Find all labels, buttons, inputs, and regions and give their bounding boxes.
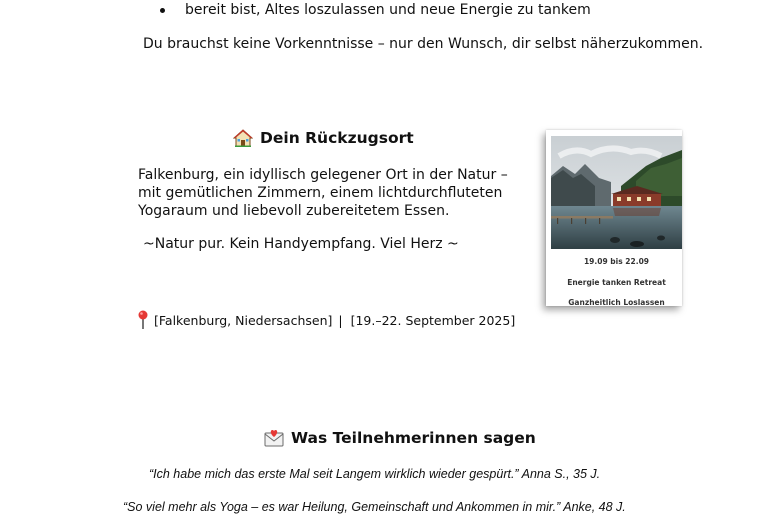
flyer-card: [546, 130, 682, 306]
retreat-description-line: Yogaraum und liebevoll zubereitetem Essen.: [138, 203, 450, 219]
testimonials-heading-text: Was Teilnehmerinnen sagen: [291, 429, 536, 447]
flyer-title: Energie tanken Retreat: [567, 278, 666, 287]
bullet-dot: [160, 8, 165, 13]
retreat-description-line: Falkenburg, ein idyllisch gelegener Ort in der Natur –: [138, 167, 508, 183]
house-icon: [233, 128, 253, 148]
flyer-date-range: 19.09 bis 22.09: [583, 257, 650, 266]
pin-icon: [137, 310, 149, 330]
testimonials-heading: [264, 428, 536, 448]
retreat-tagline: ~Natur pur. Kein Handyempfang. Viel Herz ~: [143, 236, 459, 252]
flyer-subtitle: Ganzheitlich Loslassen: [568, 298, 665, 307]
retreat-description-line: mit gemütlichen Zimmern, einem lichtdurchfluteten: [138, 185, 503, 201]
separator: |: [338, 312, 343, 328]
testimonial-quote: “So viel mehr als Yoga – es war Heilung, Gemeinschaft und Ankommen in mir.” Anke, 48 J.: [123, 500, 626, 514]
intro-paragraph: Du brauchst keine Vorkenntnisse – nur den Wunsch, dir selbst näherzukommen.: [143, 36, 704, 52]
retreat-heading: [233, 128, 414, 148]
retreat-heading-text: Dein Rückzugsort: [260, 129, 414, 147]
love-letter-icon: [264, 428, 284, 448]
bullet-text: bereit bist, Altes loszulassen und neue Energie zu tankem: [185, 2, 591, 18]
bullet-list-item: [160, 2, 591, 18]
location-text: [Falkenburg, Niedersachsen]: [154, 312, 333, 328]
location-date-line: [137, 310, 515, 330]
testimonial-quote: “Ich habe mich das erste Mal seit Langem wirklich wieder gespürt.” Anna S., 35 J.: [149, 467, 601, 481]
retreat-description: [138, 166, 508, 220]
lake-photo: [551, 136, 682, 249]
date-text: [19.–22. September 2025]: [350, 312, 516, 328]
